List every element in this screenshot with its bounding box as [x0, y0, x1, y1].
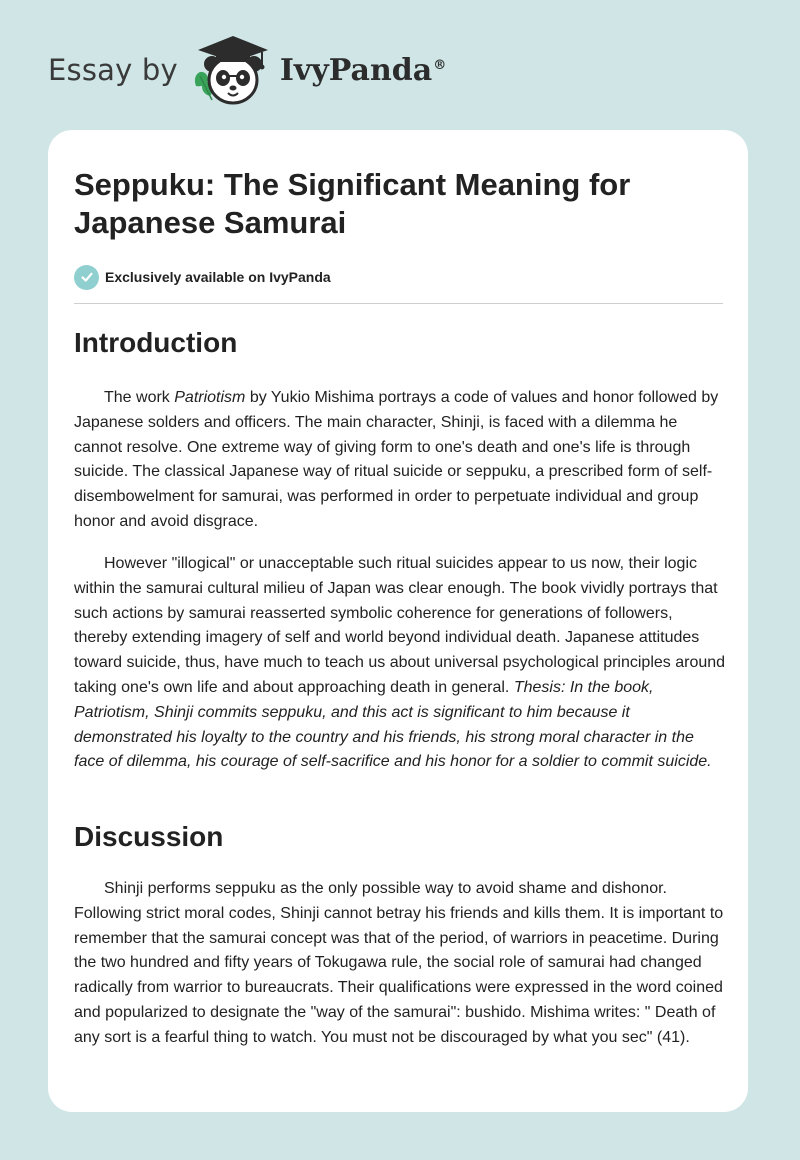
essay-card — [48, 130, 748, 1112]
section-heading-introduction: Introduction — [74, 327, 238, 358]
registered-mark: ® — [433, 57, 447, 73]
brand-name[interactable]: IvyPanda® — [279, 52, 447, 88]
paragraph: Shinji performs seppuku as the only possible way to avoid shame and dishonor. Following strict moral codes, Shinji cannot betray his friends and kills them. It is important to remember that the samurai concept was that of the period, of warriors in peacetime. During the two hundred and fifty years of Tokugawa rule, the social role of samurai had changed radically from warrior to bureaucrats. Their qualifications were expressed in the word coined and popularized to designate the "way of the samurai": bushido. Mishima writes: " Death of any sort is a fearful thing to watch. You must not be discouraged by what you sec" (41). — [74, 880, 724, 1046]
site-header — [48, 30, 446, 110]
panda-logo-icon[interactable] — [190, 30, 276, 110]
essay-by-label: Essay by — [48, 53, 178, 87]
paragraph: The work Patriotism by Yukio Mishima portrays a code of values and honor followed by Japanese solders and officers. The main character, Shinji, is faced with a dilemma he cannot resolve. One extreme way of giving form to one's death and one's life is through suicide. The classical Japanese way of ritual suicide or seppuku, a prescribed form of self-disembowelment for samurai, was performed in order to perpetuate individual and group honor and avoid disgrace. — [74, 389, 719, 530]
divider — [74, 303, 723, 304]
section-heading-discussion: Discussion — [74, 821, 224, 852]
thesis-statement: Thesis: In the book, Patriotism, Shinji commits seppuku, and this act is significant to him because it demonstrated his loyalty to the country and his friends, his strong moral character in the face of dilemma, his courage of self-sacrifice and his honor for a soldier to commit suicide. — [74, 678, 712, 771]
exclusive-label — [74, 264, 331, 290]
paragraph: However "illogical" or unacceptable such ritual suicides appear to us now, their logic within the samurai cultural milieu of Japan was clear enough. The book vividly portrays that such actions by samurai reasserted symbolic coherence for generations of followers, thereby extending imagery of self and world beyond individual death. Japanese attitudes toward suicide, thus, have much to teach us about universal psychological principles around taking one's own life and about approaching death in general. Thesis: In the book, Patriotism, Shinji commits seppuku, and this act is significant to him because it demonstrated his loyalty to the country and his friends, his strong moral character in the face of dilemma, his courage of self-sacrifice and his honor for a soldier to commit suicide. — [74, 555, 726, 771]
exclusive-text: Exclusively available on IvyPanda — [105, 269, 331, 285]
essay-title: Seppuku: The Significant Meaning for Japanese Samurai — [74, 167, 631, 240]
check-badge-icon — [74, 265, 99, 290]
